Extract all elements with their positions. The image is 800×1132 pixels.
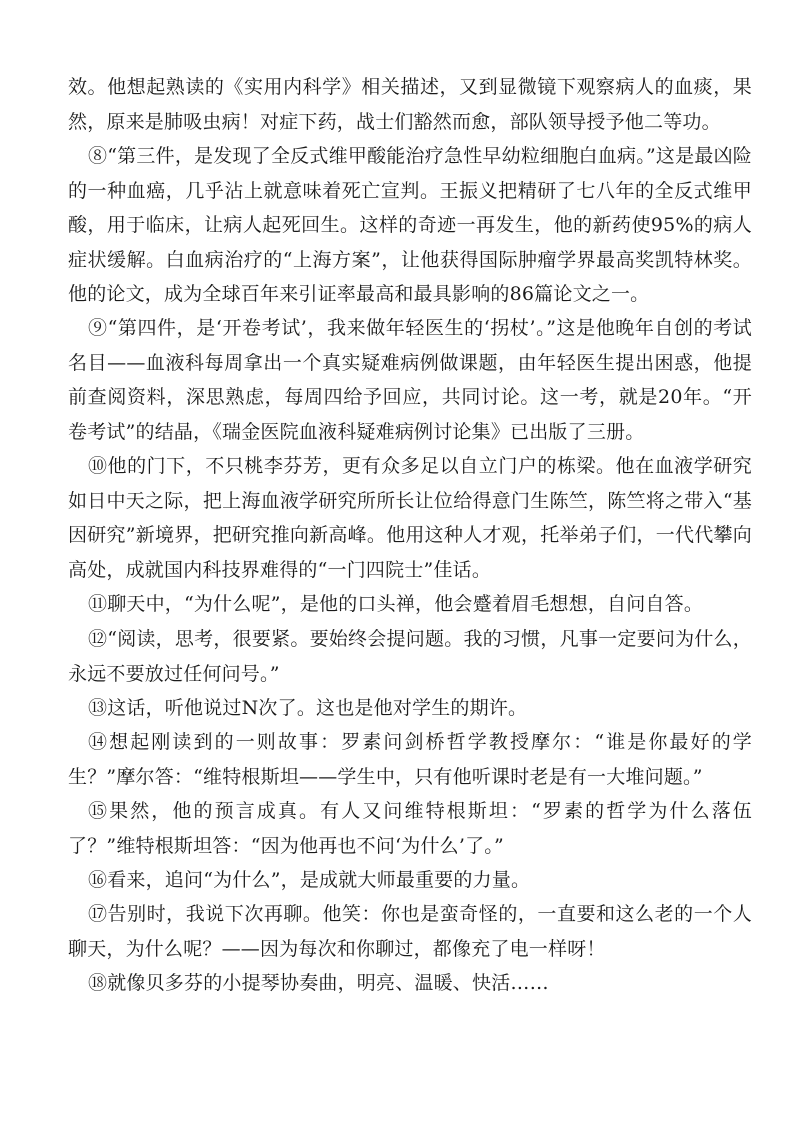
paragraph-11: ⑪聊天中，“为什么呢”，是他的口头禅，他会蹙着眉毛想想，自问自答。 <box>88 593 704 615</box>
paragraph-9: ⑨“第四件，是‘开卷考试’，我来做年轻医生的‘拐杖’。”这是他晚年自创的考试名目——血液科每周拿出一个真实疑难病例做课题，由年轻医生提出困惑，他提前查阅资料，深思熟虑，每周四给予回应，共同讨论。这一考，就是20年。“开卷考试”的结晶，《瑞金医院血液科疑难病例讨论集》已出版了三册。 <box>68 317 752 443</box>
paragraph-13: ⑬这话，听他说过N次了。这也是他对学生的期许。 <box>88 697 528 719</box>
paragraph-15: ⑮果然，他的预言成真。有人又问维特根斯坦：“罗素的哲学为什么落伍了？”维特根斯坦答：“因为他再也不问‘为什么’了。” <box>68 800 752 857</box>
paragraph-12: ⑫“阅读，思考，很要紧。要始终会提问题。我的习惯，凡事一定要问为什么，永远不要放过任何问号。” <box>68 628 752 685</box>
paragraph-10: ⑩他的门下，不只桃李芬芳，更有众多足以自立门户的栋梁。他在血液学研究如日中天之际，把上海血液学研究所所长让位给得意门生陈竺，陈竺将之带入“基因研究”新境界，把研究推向新高峰。他用这种人才观，托举弟子们，一代代攀向高处，成就国内科技界难得的“一门四院士”佳话。 <box>68 455 752 581</box>
paragraph-18: ⑱就像贝多芬的小提琴协奏曲，明亮、温暖、快活…… <box>88 972 549 994</box>
paragraph-8: ⑧“第三件，是发现了全反式维甲酸能治疗急性早幼粒细胞白血病。”这是最凶险的一种血癌，几乎沾上就意味着死亡宣判。王振义把精研了七八年的全反式维甲酸，用于临床，让病人起死回生。这样的奇迹一再发生，他的新药使95%的病人症状缓解。白血病治疗的“上海方案”，让他获得国际肿瘤学界最高奖凯特林奖。他的论文，成为全球百年来引证率最高和最具影响的86篇论文之一。 <box>68 145 752 305</box>
paragraph-14: ⑭想起刚读到的一则故事：罗素问剑桥哲学教授摩尔：“谁是你最好的学生？”摩尔答：“维特根斯坦——学生中，只有他听课时老是有一大堆问题。” <box>68 731 752 788</box>
paragraph-16: ⑯看来，追问“为什么”，是成就大师最重要的力量。 <box>88 869 531 891</box>
paragraph-17: ⑰告别时，我说下次再聊。他笑：你也是蛮奇怪的，一直要和这么老的一个人聊天，为什么呢？——因为每次和你聊过，都像充了电一样呀！ <box>68 903 752 960</box>
paragraph-continued: 效。他想起熟读的《实用内科学》相关描述，又到显微镜下观察病人的血痰，果然，原来是肺吸虫病！对症下药，战士们豁然而愈，部队领导授予他二等功。 <box>68 76 752 133</box>
